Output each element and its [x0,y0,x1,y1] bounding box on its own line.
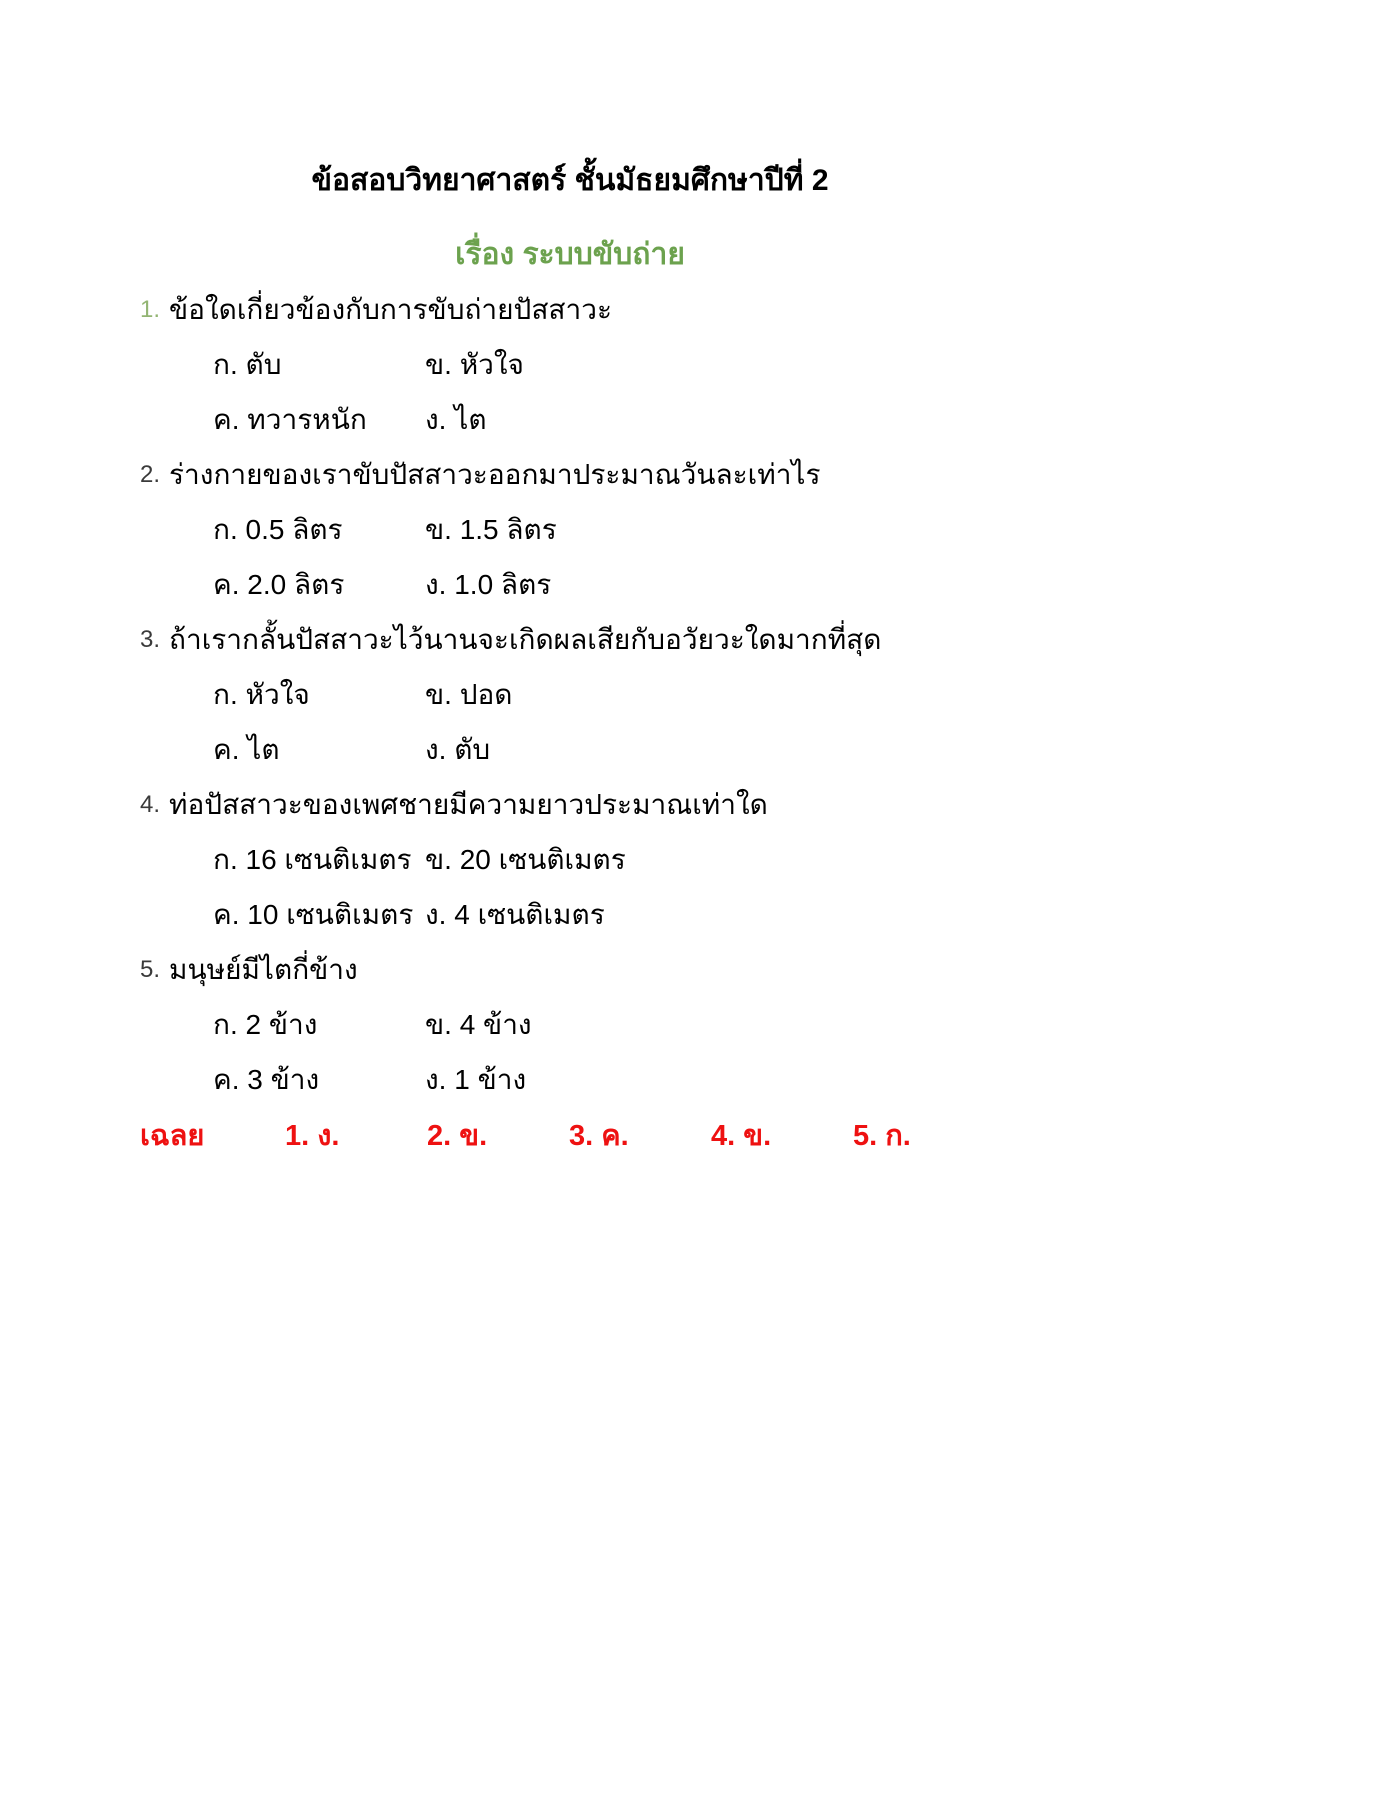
question-5-text: มนุษย์มีไตกี่ข้าง [169,953,358,985]
page-title: ข้อสอบวิทยาศาสตร์ ชั้นมัธยมศึกษาปีที่ 2 [311,164,829,197]
question-4-choice-c: ค. 10 เซนติเมตร [213,898,414,930]
question-5-choice-a: ก. 2 ข้าง [213,1008,318,1040]
answer-key-item-4: 4. ข. [711,1119,772,1152]
question-2-text: ร่างกายของเราขับปัสสาวะออกมาประมาณวันละเท่าไร [169,458,821,490]
question-4-text: ท่อปัสสาวะของเพศชายมีความยาวประมาณเท่าใด [169,788,768,820]
header [140,159,1000,277]
question-1 [140,282,1391,447]
question-1-choices-row-2 [140,392,1391,447]
question-3-choice-a: ก. หัวใจ [213,678,310,710]
answer-key-item-1: 1. ง. [285,1119,340,1152]
question-4-choice-a: ก. 16 เซนติเมตร [213,843,412,875]
question-4-choices-row-1 [140,832,1391,887]
question-2-number: 2. [140,460,161,488]
question-1-choice-b: ข. หัวใจ [425,348,524,380]
question-4-choice-b: ข. 20 เซนติเมตร [425,843,626,875]
question-2-choices-row-1 [140,502,1391,557]
question-3-choices-row-1 [140,667,1391,722]
answer-key [0,1107,1391,1162]
question-4-choices-row-2 [140,887,1391,942]
question-4-choice-d: ง. 4 เซนติเมตร [425,898,605,930]
question-3-choices-row-2 [140,722,1391,777]
question-2-choice-b: ข. 1.5 ลิตร [425,513,557,545]
question-1-line [140,282,1391,337]
question-5-choice-c: ค. 3 ข้าง [213,1063,320,1095]
question-3-choice-b: ข. ปอด [425,678,513,710]
question-2 [140,447,1391,612]
question-3 [140,612,1391,777]
question-5-choices-row-2 [140,1052,1391,1107]
answer-key-item-2: 2. ข. [427,1119,488,1152]
question-5-choice-d: ง. 1 ข้าง [425,1063,527,1095]
question-4 [140,777,1391,942]
question-2-choice-a: ก. 0.5 ลิตร [213,513,343,545]
question-2-choice-d: ง. 1.0 ลิตร [425,568,552,600]
question-3-number: 3. [140,625,161,653]
question-list [0,282,1391,1107]
question-1-number: 1. [140,295,161,323]
question-2-line [140,447,1391,502]
question-5-choice-b: ข. 4 ข้าง [425,1008,532,1040]
answer-key-item-5: 5. ก. [853,1119,911,1152]
question-5-choices-row-1 [140,997,1391,1052]
question-1-choice-d: ง. ไต [425,403,487,435]
question-1-choice-c: ค. ทวารหนัก [213,403,367,435]
page-subtitle: เรื่อง ระบบขับถ่าย [455,238,685,271]
question-3-text: ถ้าเรากลั้นปัสสาวะไว้นานจะเกิดผลเสียกับอวัยวะใดมากที่สุด [169,623,882,655]
question-3-choice-d: ง. ตับ [425,733,491,765]
answer-key-item-3: 3. ค. [569,1119,629,1152]
question-4-line [140,777,1391,832]
answer-key-label: เฉลย [140,1119,205,1152]
question-2-choices-row-2 [140,557,1391,612]
question-1-text: ข้อใดเกี่ยวข้องกับการขับถ่ายปัสสาวะ [169,293,612,325]
question-3-line [140,612,1391,667]
question-1-choices-row-1 [140,337,1391,392]
question-3-choice-c: ค. ไต [213,733,280,765]
question-5 [140,942,1391,1107]
question-5-number: 5. [140,955,161,983]
question-2-choice-c: ค. 2.0 ลิตร [213,568,345,600]
question-5-line [140,942,1391,997]
question-1-choice-a: ก. ตับ [213,348,282,380]
question-4-number: 4. [140,790,161,818]
